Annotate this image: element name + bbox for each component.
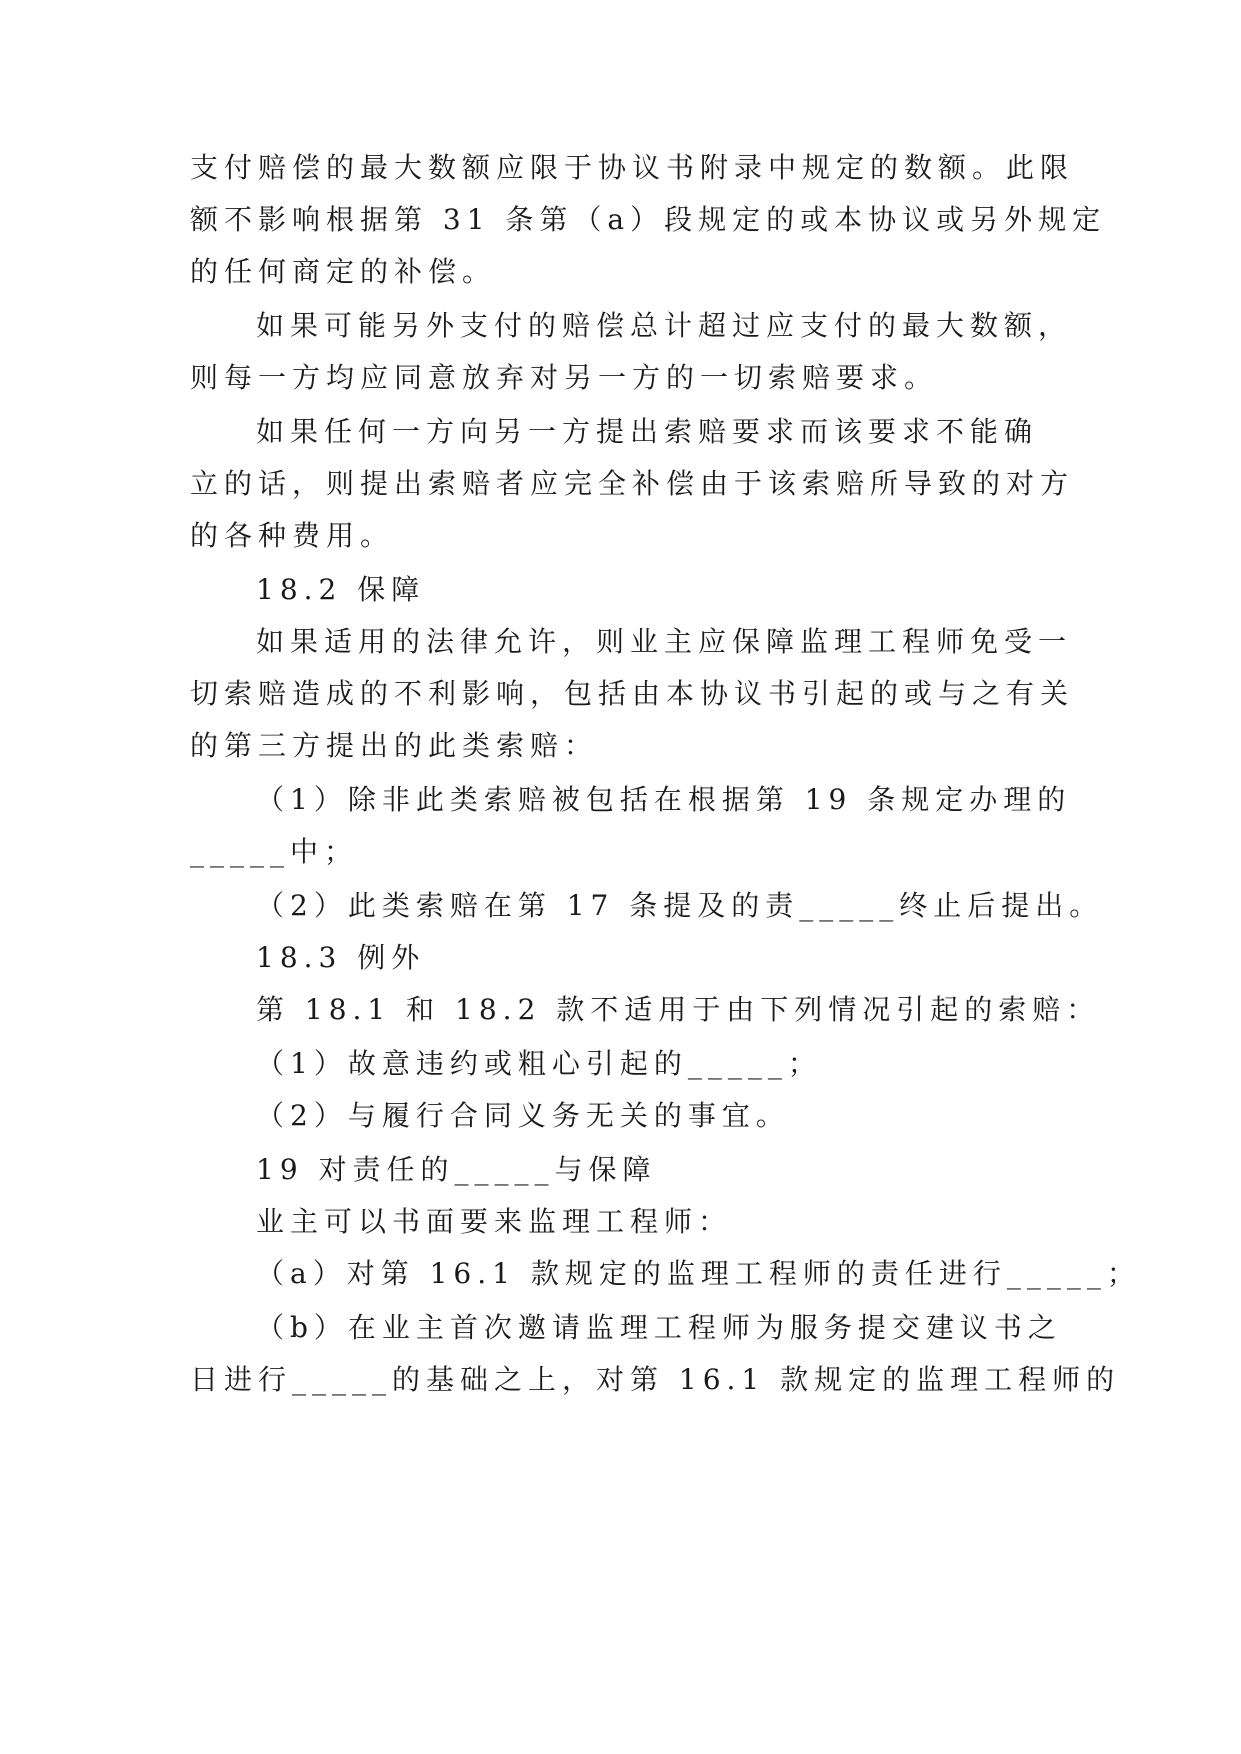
list-item: （a）对第 16.1 款规定的监理工程师的责任进行_____； <box>256 1257 1141 1290</box>
list-item: （2）与履行合同义务无关的事宜。 <box>256 1099 790 1132</box>
paragraph-line: 第 18.1 和 18.2 款不适用于由下列情况引起的索赔： <box>256 993 1101 1026</box>
paragraph-line: 如果可能另外支付的赔偿总计超过应支付的最大数额， <box>256 309 1073 342</box>
list-item: （1）除非此类索赔被包括在根据第 19 条规定办理的 <box>256 783 1072 816</box>
text-line: 的第三方提出的此类索赔： <box>190 729 599 762</box>
text-line: 额不影响根据第 31 条第（a）段规定的或本协议或另外规定 <box>190 203 1107 236</box>
text-line: 的各种费用。 <box>190 519 395 552</box>
list-item: （2）此类索赔在第 17 条提及的责_____终止后提出。 <box>256 889 1104 922</box>
text-line: _____中； <box>190 835 359 868</box>
text-line: 支付赔偿的最大数额应限于协议书附录中规定的数额。此限 <box>190 151 1075 184</box>
section-heading: 19 对责任的_____与保障 <box>256 1153 657 1186</box>
paragraph-line: 如果适用的法律允许，则业主应保障监理工程师免受一 <box>256 625 1073 658</box>
section-heading: 18.2 保障 <box>256 573 426 606</box>
text-line: 的任何商定的补偿。 <box>190 255 497 288</box>
text-line: 切索赔造成的不利影响，包括由本协议书引起的或与之有关 <box>190 677 1075 710</box>
paragraph-line: 如果任何一方向另一方提出索赔要求而该要求不能确 <box>256 415 1039 448</box>
text-line: 则每一方均应同意放弃对另一方的一切索赔要求。 <box>190 361 939 394</box>
section-heading: 18.3 例外 <box>256 941 426 974</box>
list-item: （1）故意违约或粗心引起的_____； <box>256 1047 822 1080</box>
list-item: （b）在业主首次邀请监理工程师为服务提交建议书之 <box>256 1311 1062 1344</box>
text-line: 日进行_____的基础之上，对第 16.1 款规定的监理工程师的 <box>190 1363 1121 1396</box>
paragraph-line: 业主可以书面要来监理工程师： <box>256 1205 733 1238</box>
text-line: 立的话，则提出索赔者应完全补偿由于该索赔所导致的对方 <box>190 467 1075 500</box>
